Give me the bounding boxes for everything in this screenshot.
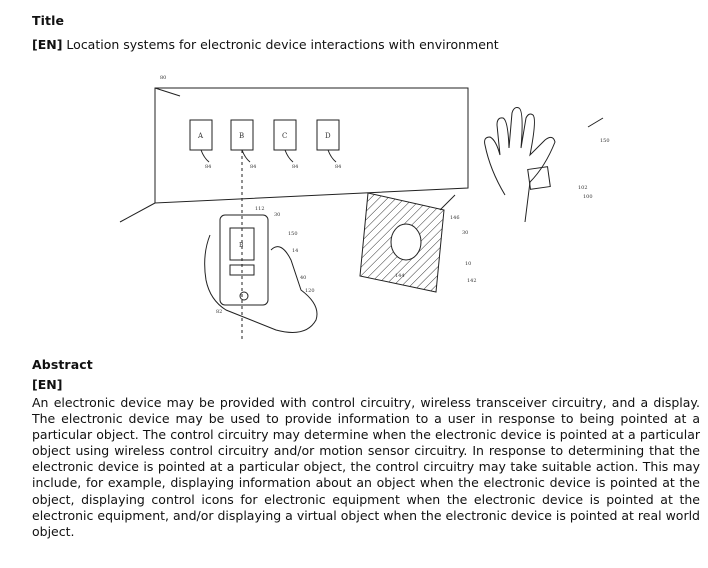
ref-numeral: 100 — [583, 194, 593, 200]
hand-drawing — [485, 108, 603, 222]
ref-numeral: 120 — [305, 288, 315, 294]
wall-drawing — [120, 88, 468, 222]
wall-panels — [190, 120, 339, 162]
ref-numeral: 30 — [274, 212, 281, 218]
ref-numeral: 84 — [205, 164, 212, 170]
title-line — [32, 37, 499, 52]
title-lang-tag: [EN] — [32, 37, 63, 52]
tablet-drawing — [360, 193, 455, 292]
abstract-heading: Abstract — [32, 357, 93, 372]
ref-numeral: 40 — [300, 275, 307, 281]
panel-label-a: A — [198, 132, 204, 140]
title-text: Location systems for electronic device interactions with environment — [66, 37, 499, 52]
ref-numeral: 10 — [465, 261, 472, 267]
abstract-lang-tag: [EN] — [32, 377, 63, 392]
ref-numeral: 84 — [335, 164, 342, 170]
ref-numeral: 142 — [467, 278, 477, 284]
phone-screen-label: B — [239, 242, 244, 249]
ref-numeral: 102 — [578, 185, 588, 191]
ref-numeral: 84 — [292, 164, 299, 170]
patent-figure — [0, 60, 708, 355]
ref-numeral: 84 — [250, 164, 257, 170]
panel-label-b: B — [239, 132, 245, 140]
ref-numeral: 82 — [216, 309, 223, 315]
ref-numeral: 80 — [160, 75, 167, 81]
abstract-text: An electronic device may be provided with control circuitry, wireless transceiver circuitry, and a display. The electronic device may be used to provide information to a user in response to being pointed at a particular object. The control circuitry may determine when the electronic device is pointed at a particular object using wireless control circuitry and/or motion sensor circuitry. In response to determining that the electronic device is pointed at a particular object, the control circuitry may take suitable action. This may include, for example, displaying information about an object when the electronic device is pointed at the object, displaying control icons for electronic equipment when the electronic device is pointed at the electronic equipment, and/or displaying a virtual object when the electronic device is pointed at real world object. — [32, 395, 700, 539]
title-heading: Title — [32, 13, 65, 28]
ref-numeral: 14 — [292, 248, 299, 254]
ref-numeral: 146 — [450, 215, 460, 221]
ref-numeral: 30 — [462, 230, 469, 236]
ref-numeral: 150 — [288, 231, 298, 237]
ref-numeral: 150 — [600, 138, 610, 144]
panel-label-d: D — [325, 132, 331, 140]
ref-numeral: 144 — [395, 273, 405, 279]
panel-label-c: C — [282, 132, 288, 140]
ref-numeral: 112 — [255, 206, 265, 212]
